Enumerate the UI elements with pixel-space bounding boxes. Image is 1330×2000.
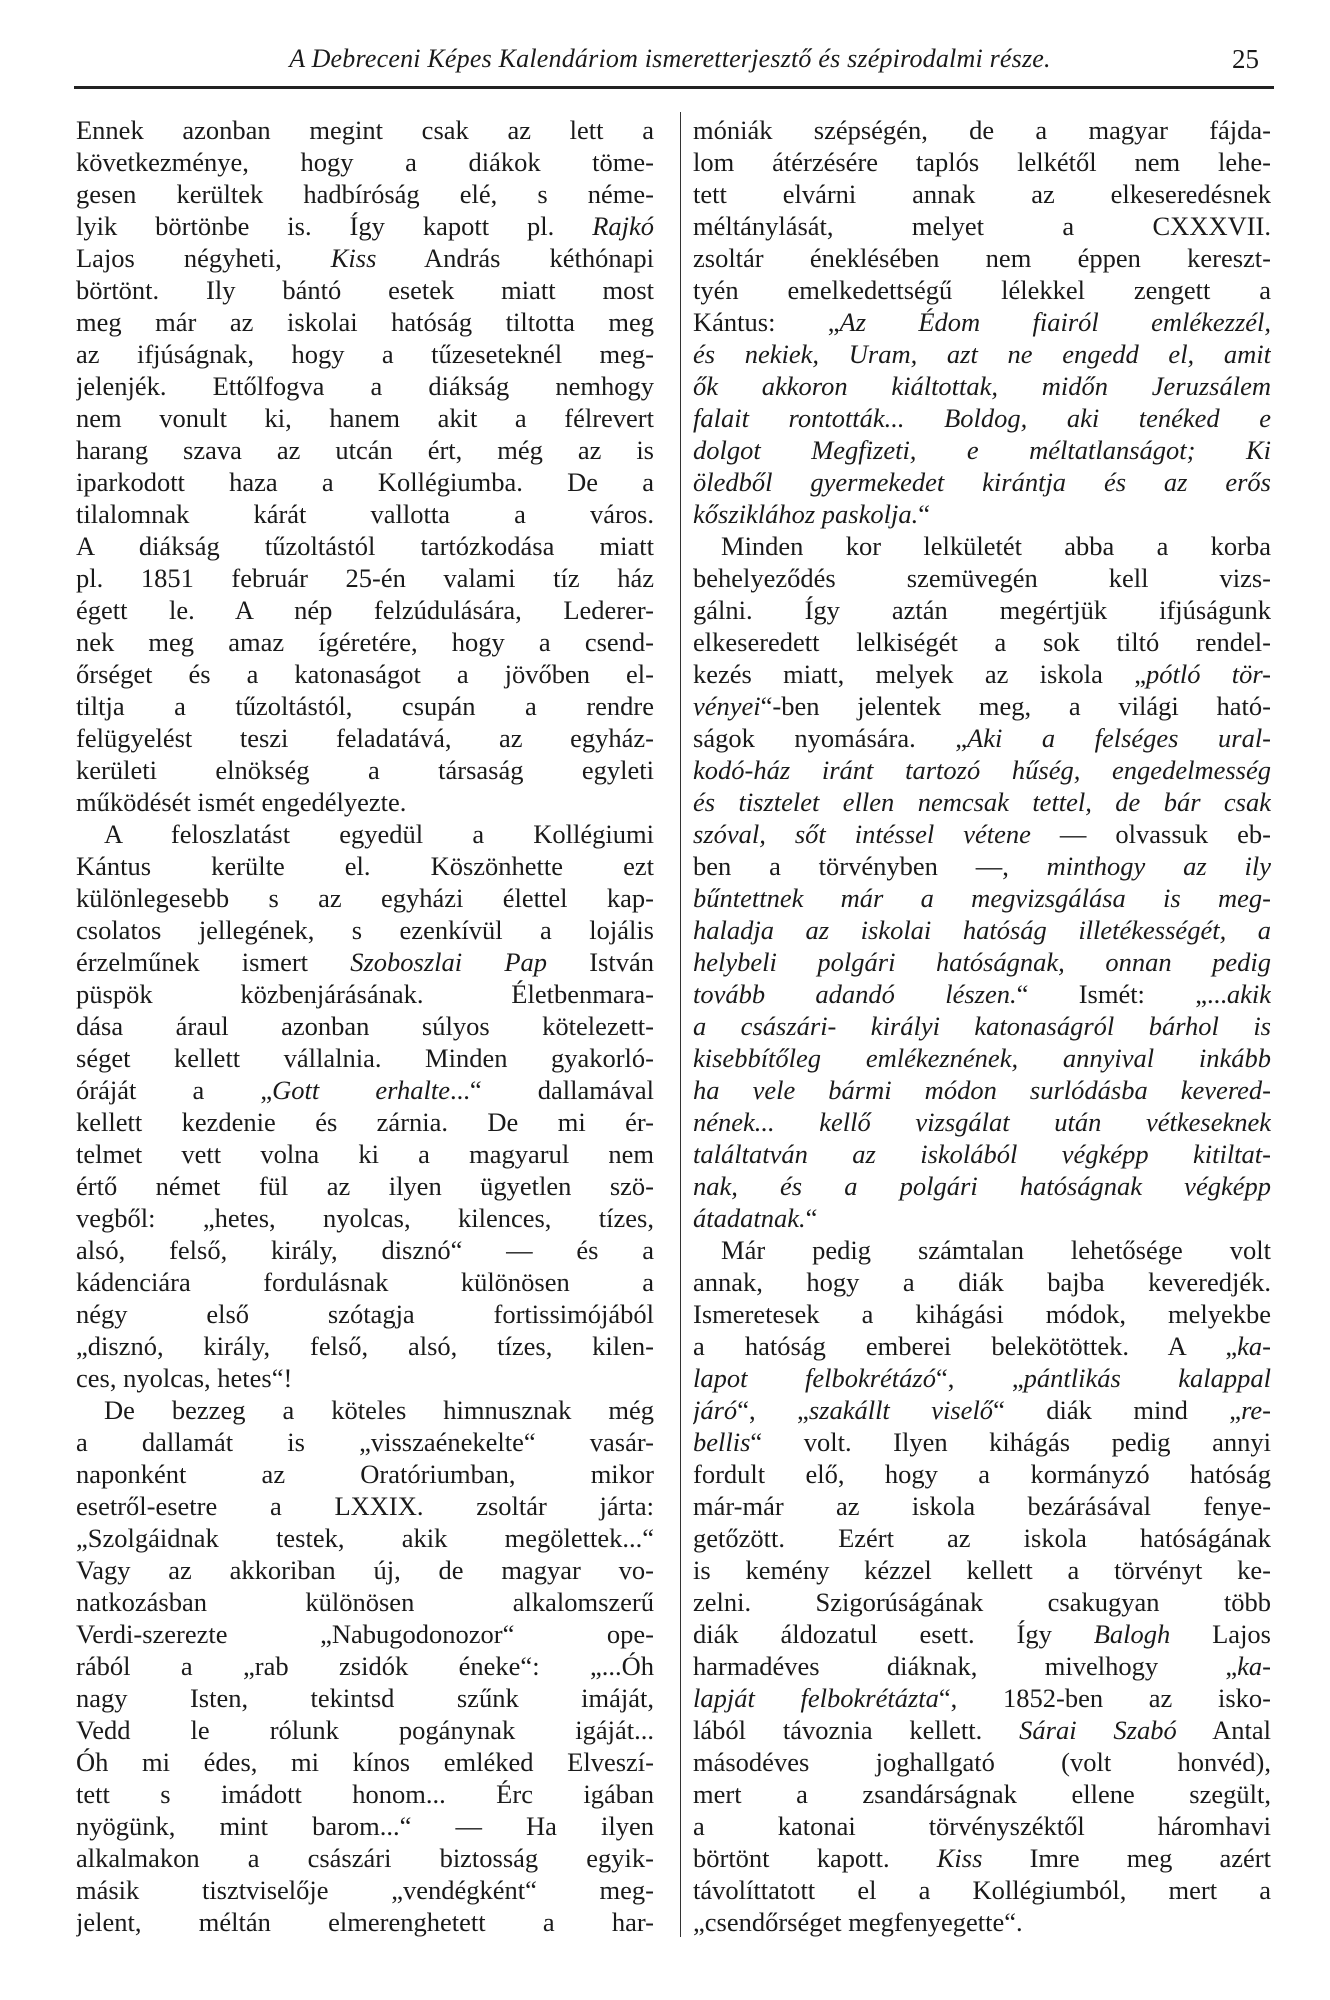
text: nyögünk, mint barom...“ — Ha ilyen <box>76 1811 654 1841</box>
text-line <box>76 690 654 722</box>
text-line <box>76 1010 654 1042</box>
text: A feloszlatást egyedül a Kollégiumi <box>104 819 654 849</box>
text-line <box>76 1618 654 1650</box>
text: értő német fül az ilyen ügyetlen szö- <box>76 1171 654 1201</box>
text: alkalmakon a császári biztosság egyik- <box>76 1843 654 1873</box>
text-line <box>76 1746 654 1778</box>
text: távolíttatott el a Kollégiumból, mert a <box>693 1875 1271 1905</box>
text: „Szolgáidnak testek, akik megölettek...“ <box>76 1523 654 1553</box>
text-line <box>76 786 654 818</box>
text: ces, nyolcas, hetes“! <box>76 1363 293 1393</box>
text: nem vonult ki, hanem akit a félrevert <box>76 403 654 433</box>
text-line <box>693 1810 1271 1842</box>
right-text-column <box>693 114 1271 1938</box>
text-line <box>693 274 1271 306</box>
italic-text: nének... kellő vizsgálat után vétkeseknek <box>693 1107 1271 1137</box>
text: dása áraul azonban súlyos kötelezett- <box>76 1011 654 1041</box>
italic-text: bűntettnek már a megvizsgálása is meg- <box>693 883 1271 913</box>
text-line <box>693 1010 1271 1042</box>
text: tiltja a tűzoltástól, csupán a rendre <box>76 691 654 721</box>
text: is kemény kézzel kellett a törvényt ke- <box>693 1555 1271 1585</box>
text: Antal <box>1176 1715 1271 1745</box>
text: Ennek azonban megint csak az lett a <box>76 115 654 145</box>
text-line <box>76 1362 654 1394</box>
text-line <box>76 402 654 434</box>
text-line <box>693 1778 1271 1810</box>
text-line <box>76 1554 654 1586</box>
text-line <box>76 978 654 1010</box>
text: harmadéves diáknak, mivelhogy „ <box>693 1651 1238 1681</box>
text-line <box>76 434 654 466</box>
text: másik tisztviselője „vendégként“ meg- <box>76 1875 654 1905</box>
italic-text: vényei <box>693 691 761 721</box>
italic-text: akik <box>1226 979 1271 1009</box>
italic-text: kősziklához paskolja. <box>693 499 919 529</box>
text-line <box>693 1458 1271 1490</box>
text: Vagy az akkoriban új, de magyar vo- <box>76 1555 654 1585</box>
text: Kántus kerülte el. Köszönhette ezt <box>76 851 654 881</box>
italic-text: kodó-ház iránt tartozó hűség, engedelmesség <box>693 755 1271 785</box>
text: “, „ <box>737 1395 809 1425</box>
text-line <box>76 1042 654 1074</box>
text-line <box>693 146 1271 178</box>
text: iparkodott haza a Kollégiumba. De a <box>76 467 654 497</box>
text: felügyelést teszi feladatává, az egyház- <box>76 723 654 753</box>
italic-text: Az Édom fiairól emlékezzél, <box>839 307 1271 337</box>
text-line <box>76 914 654 946</box>
text-line <box>76 1810 654 1842</box>
text: “ diák mind „ <box>993 1395 1242 1425</box>
text: Óh mi édes, mi kínos emléked Elveszí- <box>76 1747 654 1777</box>
text-line <box>76 1394 654 1426</box>
text-line <box>76 1298 654 1330</box>
text: rából a „rab zsidók éneke“: „...Óh <box>76 1651 654 1681</box>
text-line <box>693 594 1271 626</box>
text: jelenjék. Ettőlfogva a diákság nemhogy <box>76 371 654 401</box>
text: elkeseredett lelkiségét a sok tiltó rendel- <box>693 627 1271 657</box>
header-rule <box>74 86 1274 89</box>
text-line <box>76 498 654 530</box>
text-line <box>693 626 1271 658</box>
italic-text: Rajkó <box>592 211 654 241</box>
text: Vedd le rólunk pogánynak igáját... <box>76 1715 654 1745</box>
text: ben a törvényben —, <box>693 851 1047 881</box>
text: ...“ dallamával <box>449 1075 654 1105</box>
text: Lajos négyheti, <box>76 243 331 273</box>
text: püspök közbenjárásának. Életbenmara- <box>76 979 654 1009</box>
text: kádenciára fordulásnak különösen a <box>76 1267 654 1297</box>
text-line <box>76 1586 654 1618</box>
italic-text: bellis <box>693 1427 751 1457</box>
text: A diákság tűzoltástól tartózkodása miatt <box>76 531 654 561</box>
italic-text: szóval, sőt intéssel vétene <box>693 819 1031 849</box>
text-line <box>76 658 654 690</box>
text-line <box>693 562 1271 594</box>
text-line <box>693 210 1271 242</box>
text: tilalomnak kárát vallotta a város. <box>76 499 654 529</box>
text-line <box>693 1266 1271 1298</box>
text: lom átérzésére taplós lelkétől nem lehe- <box>693 147 1271 177</box>
text: négy első szótagja fortissimójából <box>76 1299 654 1329</box>
text-line <box>76 1490 654 1522</box>
text-line <box>693 1298 1271 1330</box>
italic-text: Balogh <box>1093 1619 1171 1649</box>
text: “ <box>805 1203 818 1233</box>
text: Már pedig számtalan lehetősége volt <box>721 1235 1271 1265</box>
text: kezés miatt, melyek az iskola „ <box>693 659 1146 689</box>
italic-text: lapot felbokrétázó <box>693 1363 936 1393</box>
text: ságok nyomására. „ <box>693 723 968 753</box>
text-line <box>693 114 1271 146</box>
text: séget kellett vállalnia. Minden gyakorló- <box>76 1043 654 1073</box>
text-line <box>693 882 1271 914</box>
text-line <box>693 1394 1271 1426</box>
text-line <box>693 754 1271 786</box>
text-line <box>693 306 1271 338</box>
text-line <box>693 1426 1271 1458</box>
italic-text: haladja az iskolai hatóság illetékességét, a <box>693 915 1271 945</box>
text: annak, hogy a diák bajba keveredjék. <box>693 1267 1271 1297</box>
text: fordult elő, hogy a kormányzó hatóság <box>693 1459 1271 1489</box>
text-line <box>693 1874 1271 1906</box>
italic-text: pántlikás kalappal <box>1023 1363 1271 1393</box>
page-number: 25 <box>1232 44 1259 74</box>
text: Minden kor lelkületét abba a korba <box>721 531 1271 561</box>
text-line <box>693 402 1271 434</box>
italic-text: és tisztelet ellen nemcsak tettel, de bár csak <box>693 787 1271 817</box>
italic-text: Kiss <box>330 243 377 273</box>
italic-text: Aki a felséges ural- <box>967 723 1271 753</box>
text-line <box>76 1138 654 1170</box>
running-header-title: A Debreceni Képes Kalendáriom ismeretterjesztő és szépirodalmi része. <box>289 44 1051 73</box>
italic-text: ka- <box>1237 1331 1271 1361</box>
text: kellett kezdenie és zárnia. De mi ér- <box>76 1107 654 1137</box>
left-text-column <box>76 114 654 1938</box>
italic-text: Szoboszlai Pap <box>350 947 548 977</box>
text: nagy Isten, tekintsd szűnk imáját, <box>76 1683 654 1713</box>
italic-text: ka- <box>1237 1651 1271 1681</box>
italic-text: tovább adandó lészen. <box>693 979 1017 1009</box>
text: natkozásban különösen alkalomszerű <box>76 1587 654 1617</box>
text-line <box>76 1458 654 1490</box>
text-line <box>693 722 1271 754</box>
text: börtönt. Ily bántó esetek miatt most <box>76 275 654 305</box>
text: alsó, felső, király, disznó“ — és a <box>76 1235 654 1265</box>
text: működését ismét engedélyezte. <box>76 787 407 817</box>
text-line <box>76 1426 654 1458</box>
text: csolatos jellegének, s ezenkívül a lojális <box>76 915 654 945</box>
text-line <box>693 498 1271 530</box>
text-line <box>76 562 654 594</box>
text-line <box>76 1330 654 1362</box>
text: égett le. A nép felzúdulására, Lederer- <box>76 595 654 625</box>
italic-text: dolgot Megfizeti, e méltatlanságot; Ki <box>693 435 1271 465</box>
text: “ volt. Ilyen kihágás pedig annyi <box>750 1427 1271 1457</box>
text-line <box>76 850 654 882</box>
text-line <box>693 1714 1271 1746</box>
text-line <box>76 594 654 626</box>
text: zelni. Szigorúságának csakugyan több <box>693 1587 1271 1617</box>
italic-text: szakállt viselő <box>808 1395 994 1425</box>
text: óráját a „ <box>76 1075 273 1105</box>
text-line <box>693 786 1271 818</box>
text-line <box>693 1650 1271 1682</box>
text-line <box>693 1138 1271 1170</box>
text: méltánylását, melyet a CXXXVII. <box>693 211 1271 241</box>
text-line <box>693 1842 1271 1874</box>
text-line <box>76 882 654 914</box>
text: “ Ismét: „... <box>1016 979 1227 1009</box>
text: őrséget és a katonaságot a jövőben el- <box>76 659 654 689</box>
text-line <box>76 1074 654 1106</box>
text: zsoltár éneklésében nem éppen kereszt- <box>693 243 1271 273</box>
text-line <box>76 1202 654 1234</box>
text: esetről-esetre a LXXIX. zsoltár járta: <box>76 1491 654 1521</box>
text: meg már az iskolai hatóság tiltotta meg <box>76 307 654 337</box>
text-line <box>693 914 1271 946</box>
text: telmet vett volna ki a magyarul nem <box>76 1139 654 1169</box>
text-line <box>693 434 1271 466</box>
text: az ifjúságnak, hogy a tűzeseteknél meg- <box>76 339 654 369</box>
text-line <box>693 690 1271 722</box>
text: börtönt kapott. <box>693 1843 937 1873</box>
text: István <box>547 947 654 977</box>
italic-text: a császári- királyi katonaságról bárhol is <box>693 1011 1271 1041</box>
italic-text: kisebbítőleg emlékeznének, annyival inkább <box>693 1043 1271 1073</box>
text-line <box>76 1522 654 1554</box>
italic-text: minthogy az ily <box>1046 851 1271 881</box>
italic-text: falait rontották... Boldog, aki tenéked e <box>693 403 1271 433</box>
text: gálni. Így aztán megértjük ifjúságunk <box>693 595 1271 625</box>
text-line <box>693 1618 1271 1650</box>
text-line <box>693 466 1271 498</box>
text-line <box>76 178 654 210</box>
text: különlegesebb s az egyházi élettel kap- <box>76 883 654 913</box>
text-line <box>693 1490 1271 1522</box>
text: diák áldozatul esett. Így <box>693 1619 1094 1649</box>
text-line <box>76 306 654 338</box>
text-line <box>76 754 654 786</box>
text-line <box>693 1330 1271 1362</box>
text-line <box>693 1234 1271 1266</box>
text-line <box>76 146 654 178</box>
text: “ <box>918 499 931 529</box>
text: gesen kerültek hadbíróság elé, s néme- <box>76 179 654 209</box>
text: Imre meg azért <box>982 1843 1271 1873</box>
text: Kántus: „ <box>693 307 840 337</box>
text: tett elvárni annak az elkeseredésnek <box>693 179 1271 209</box>
text-line <box>76 1106 654 1138</box>
text: érzelműnek ismert <box>76 947 351 977</box>
text-line <box>693 1906 1271 1938</box>
text-line <box>693 1554 1271 1586</box>
text: kerületi elnökség a társaság egyleti <box>76 755 654 785</box>
text: móniák szépségén, de a magyar fájda- <box>693 115 1271 145</box>
text: a dallamát is „visszaénekelte“ vasár- <box>76 1427 654 1457</box>
text-line <box>76 626 654 658</box>
text-line <box>76 1682 654 1714</box>
text-line <box>693 242 1271 274</box>
text-line <box>76 242 654 274</box>
text: Verdi-szerezte „Nabugodonozor“ ope- <box>76 1619 654 1649</box>
text: András kéthónapi <box>376 243 654 273</box>
text-line <box>76 370 654 402</box>
text-line <box>76 1234 654 1266</box>
text-line <box>76 274 654 306</box>
text: lából távoznia kellett. <box>693 1715 1020 1745</box>
text: naponként az Oratóriumban, mikor <box>76 1459 654 1489</box>
text-line <box>76 818 654 850</box>
text-line <box>76 946 654 978</box>
text: Ismeretesek a kihágási módok, melyekbe <box>693 1299 1271 1329</box>
italic-text: pótló tör- <box>1146 659 1271 689</box>
italic-text: Gott erhalte <box>272 1075 450 1105</box>
text: pl. 1851 február 25-én valami tíz ház <box>76 563 654 593</box>
text-line <box>693 1522 1271 1554</box>
text: vegből: „hetes, nyolcas, kilences, tízes, <box>76 1203 654 1233</box>
text-line <box>693 946 1271 978</box>
text-line <box>76 722 654 754</box>
text-line <box>693 1170 1271 1202</box>
italic-text: öledből gyermekedet kirántja és az erős <box>693 467 1271 497</box>
italic-text: ha vele bármi módon surlódásba kevered- <box>693 1075 1271 1105</box>
text-line <box>693 530 1271 562</box>
text: harang szava az utcán ért, még az is <box>76 435 654 465</box>
text-line <box>693 658 1271 690</box>
text: behelyeződés szemüvegén kell vizs- <box>693 563 1271 593</box>
text-line <box>693 818 1271 850</box>
italic-text: ők akkoron kiáltottak, midőn Jeruzsálem <box>693 371 1271 401</box>
text-line <box>693 1362 1271 1394</box>
text: tett s imádott honom... Érc igában <box>76 1779 654 1809</box>
text-line <box>693 1746 1271 1778</box>
text-line <box>76 210 654 242</box>
text: a hatóság emberei belekötöttek. A „ <box>693 1331 1238 1361</box>
italic-text: helybeli polgári hatóságnak, onnan pedig <box>693 947 1271 977</box>
text: a katonai törvényszéktől háromhavi <box>693 1811 1271 1841</box>
text-line <box>76 530 654 562</box>
text: következménye, hogy a diákok töme- <box>76 147 654 177</box>
text-line <box>76 338 654 370</box>
text-line <box>76 1778 654 1810</box>
italic-text: átadatnak. <box>693 1203 806 1233</box>
text: getőzött. Ezért az iskola hatóságának <box>693 1523 1271 1553</box>
italic-text: járó <box>693 1395 738 1425</box>
text: „disznó, király, felső, alsó, tízes, kilen- <box>76 1331 654 1361</box>
text-line <box>693 1042 1271 1074</box>
italic-text: Sárai Szabó <box>1019 1715 1177 1745</box>
text-line <box>76 1874 654 1906</box>
text: már-már az iskola bezárásával fenye- <box>693 1491 1271 1521</box>
text: “, „ <box>935 1363 1024 1393</box>
text: mert a zsandárságnak ellene szegült, <box>693 1779 1271 1809</box>
italic-text: lapját felbokrétázta <box>693 1683 939 1713</box>
text: nek meg amaz ígéretére, hogy a csend- <box>76 627 654 657</box>
text: De bezzeg a köteles himnusznak még <box>104 1395 654 1425</box>
text-line <box>693 1586 1271 1618</box>
text-line <box>76 1170 654 1202</box>
text: jelent, méltán elmerenghetett a har- <box>76 1907 654 1937</box>
text-line <box>76 1650 654 1682</box>
text-line <box>693 338 1271 370</box>
italic-text: és nekiek, Uram, azt ne engedd el, amit <box>693 339 1271 369</box>
text-line <box>693 1682 1271 1714</box>
text-line <box>693 1074 1271 1106</box>
text-line <box>76 1266 654 1298</box>
text: — olvassuk eb- <box>1030 819 1271 849</box>
text: „csendőrséget megfenyegette“. <box>693 1907 1023 1937</box>
text-line <box>693 1202 1271 1234</box>
column-divider <box>680 112 681 1937</box>
text-line <box>76 1842 654 1874</box>
italic-text: nak, és a polgári hatóságnak végképp <box>693 1171 1271 1201</box>
text-line <box>693 978 1271 1010</box>
text-line <box>76 114 654 146</box>
text: “-ben jelentek meg, a világi ható- <box>760 691 1271 721</box>
text: Lajos <box>1170 1619 1271 1649</box>
text-line <box>693 850 1271 882</box>
text-line <box>76 466 654 498</box>
italic-text: találtatván az iskolából végképp kitiltat- <box>693 1139 1271 1169</box>
italic-text: Kiss <box>936 1843 983 1873</box>
text-line <box>76 1714 654 1746</box>
text-line <box>76 1906 654 1938</box>
text-line <box>693 178 1271 210</box>
text: tyén emelkedettségű lélekkel zengett a <box>693 275 1271 305</box>
text: lyik börtönbe is. Így kapott pl. <box>76 211 593 241</box>
italic-text: re- <box>1241 1395 1271 1425</box>
text-line <box>693 1106 1271 1138</box>
text-line <box>693 370 1271 402</box>
text: másodéves joghallgató (volt honvéd), <box>693 1747 1271 1777</box>
text: “, 1852-ben az isko- <box>938 1683 1271 1713</box>
